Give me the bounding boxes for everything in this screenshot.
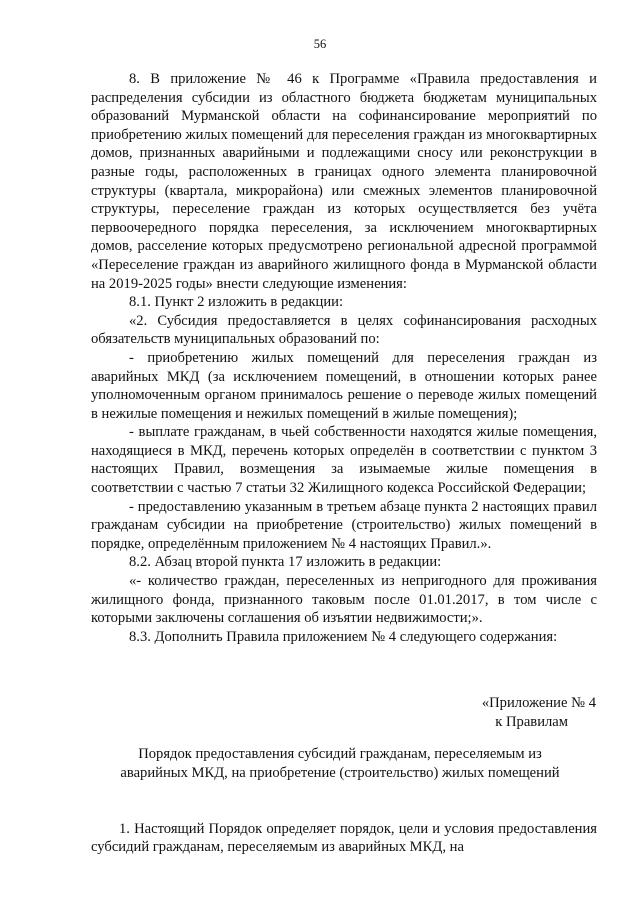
paragraph-bullet-subsidy: - предоставлению указанным в третьем абзаце пункта 2 настоящих правил гражданам субсидии на приобретение (строительство) жилых помещений в порядке, определённым приложением № 4 настоящих Правил.». xyxy=(91,498,597,552)
amendment-text xyxy=(91,70,597,646)
paragraph-8: 8. В приложение № 46 к Программе «Правила предоставления и распределения субсидии из областного бюджета бюджетам муниципальных образований Мурманской области на софинансирование мероприятий по приобретению жилых помещений для переселения граждан из многоквартирных домов, признанных аварийными и подлежащими сносу или реконструкции в разные годы, расположенных в границах одного элемента планировочной структуры (квартала, микрорайона) или смежных элементов планировочной структуры, переселение граждан из которых осуществляется без учёта первоочередного порядка переселения, за исключением многоквартирных домов, расселение которых предусмотрено региональной адресной программой «Переселение граждан из аварийного жилищного фонда в Мурманской области на 2019-2025 годы» внести следующие изменения: xyxy=(91,71,597,292)
paragraph-quote-count: «- количество граждан, переселенных из непригодного для проживания жилищного фонда, признанного таковым после 01.01.2017, в том числе с которыми заключены соглашения об изъятии недвижимости;». xyxy=(91,573,597,627)
paragraph-bullet-acquisition: - приобретению жилых помещений для переселения граждан из аварийных МКД (за исключением помещений, в отношении которых ранее уполномоченным органом принималось решение о переводе жилых помещений в нежилые помещения и нежилых помещений в жилые помещения); xyxy=(91,349,597,422)
title-line-2: аварийных МКД, на приобретение (строительство) жилых помещений xyxy=(120,764,560,781)
paragraph-8-3: 8.3. Дополнить Правила приложением № 4 следующего содержания: xyxy=(129,628,558,645)
appendix-line-1: «Приложение № 4 xyxy=(481,695,596,711)
page-number: 56 xyxy=(313,37,327,51)
title-line-1: Порядок предоставления субсидий гражданам, переселяемым из xyxy=(138,746,542,762)
procedure-point-1: 1. Настоящий Порядок определяет порядок, цели и условия предоставления субсидий гражданам, переселяемым из аварийных МКД, на xyxy=(91,820,597,856)
paragraph-bullet-payment: - выплате гражданам, в чьей собственности находятся жилые помещения, находящиеся в МКД, перечень которых определён в соответствии с пунктом 3 настоящих Правил, возмещения за изымаемые жилые помещения в соответствии с частью 7 статьи 32 Жилищного кодекса Российской Федерации; xyxy=(91,424,597,497)
paragraph-8-2: 8.2. Абзац второй пункта 17 изложить в редакции: xyxy=(129,554,442,571)
appendix-line-2: к Правилам xyxy=(495,713,568,730)
paragraph-subsidy-purpose: «2. Субсидия предоставляется в целях софинансирования расходных обязательств муниципальных образований по: xyxy=(91,312,597,348)
appendix-header xyxy=(482,694,596,731)
paragraph-8-1: 8.1. Пункт 2 изложить в редакции: xyxy=(129,294,344,311)
procedure-title xyxy=(120,745,560,782)
